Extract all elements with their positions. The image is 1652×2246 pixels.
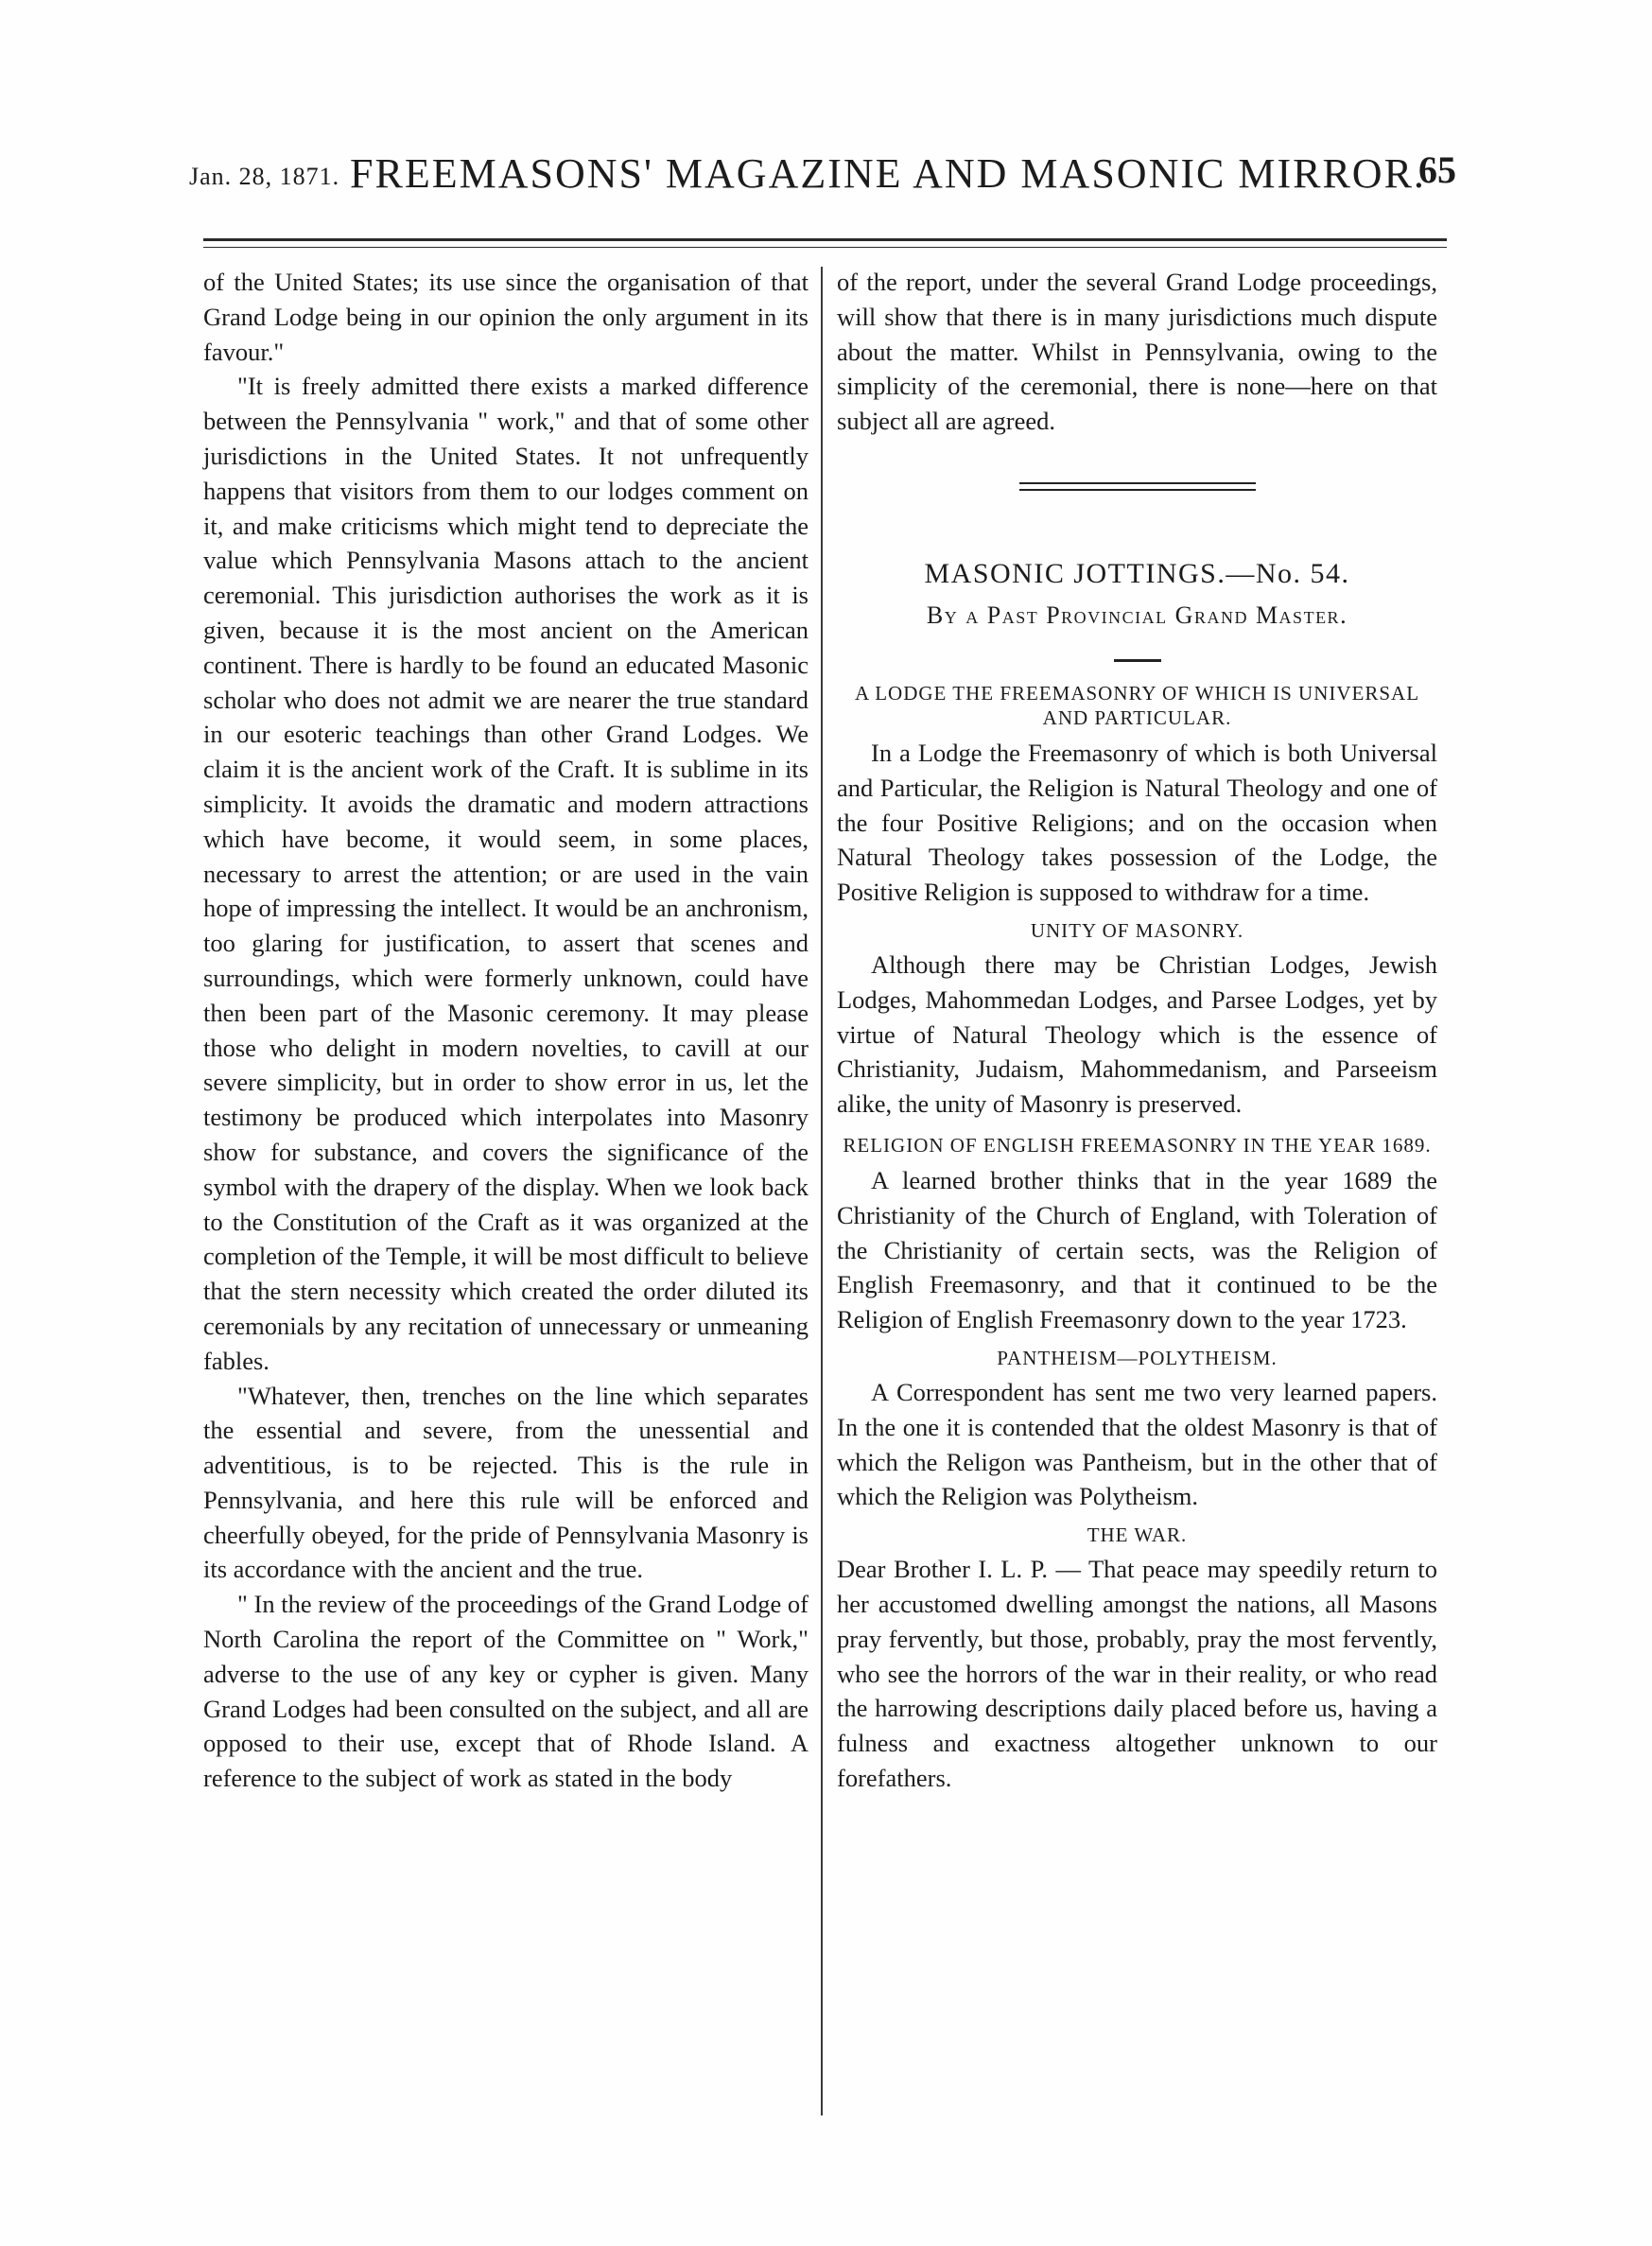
- author-byline: By a Past Provincial Grand Master.: [926, 601, 1348, 629]
- left-paragraph: "It is freely admitted there exists a marked difference between the Pennsylvania " work," and that of some other jurisdictions in the United States. It not unfrequently happens that visitors from them to our lodges comment on it, and make criticisms which might tend to depreciate the value which Pennsylvania Masons attach to the ancient ceremonial. This jurisdiction authorises the work as it is given, because it is the most ancient on the American continent. There is hardly to be found an educated Masonic scholar who does not admit we are nearer the true standard in our esoteric teachings than other Grand Lodges. We claim it is the ancient work of the Craft. It is sublime in its simplicity. It avoids the dramatic and modern attractions which have become, it would seem, in some places, necessary to arrest the attention; or are used in the vain hope of impressing the intellect. It would be an anchronism, too glaring for justification, to assert that scenes and surroundings, which were formerly unknown, could have then been part of the Masonic ceremony. It may please those who delight in modern novelties, to cavill at our severe simplicity, but in order to show error in us, let the testimony be produced which interpolates into Masonry show for substance, and covers the significance of the symbol with the drapery of the display. When we look back to the Constitution of the Craft as it was organized at the completion of the Temple, it will be most difficult to believe that the stern necessity which created the order diluted its ceremonials by any recitation of unnecessary or unmeaning fables.: [203, 372, 809, 1375]
- column-divider: [821, 267, 823, 2115]
- subheading: RELIGION OF ENGLISH FREEMASONRY IN THE YEAR 1689.: [843, 1133, 1432, 1157]
- publication-title: FREEMASONS' MAGAZINE AND MASONIC MIRROR.: [350, 150, 1426, 197]
- right-column: [837, 265, 1437, 1796]
- section-title: MASONIC JOTTINGS.—No. 54.: [924, 557, 1350, 589]
- section-paragraph: A learned brother thinks that in the year 1689 the Christianity of the Church of England, with Toleration of the Christianity of certain sects, was the Religion of English Freemasonry, and that it continued to be the Religion of English Freemasonry down to the year 1723.: [837, 1165, 1437, 1334]
- left-column: [203, 265, 809, 1796]
- section-paragraph: A Correspondent has sent me two very learned papers. In the one it is contended that the oldest Masonry is that of which the Religon was Pantheism, but in the other that of which the Religion was Polytheism.: [837, 1377, 1437, 1511]
- left-paragraph: "Whatever, then, trenches on the line which separates the essential and severe, from the unessential and adventitious, is to be rejected. This is the rule in Pennsylvania, and here this rule will be enforced and cheerfully obeyed, for the pride of Pennsylvania Masonry is its accordance with the ancient and the true.: [203, 1381, 809, 1584]
- subheading: UNITY OF MASONRY.: [1030, 918, 1244, 942]
- section-paragraph: In a Lodge the Freemasonry of which is both Universal and Particular, the Religion is Natural Theology and one of the four Positive Religions; and on the occasion when Natural Theology takes possession of the Lodge, the Positive Religion is supposed to withdraw for a time.: [837, 738, 1437, 907]
- short-rule: [1114, 659, 1161, 662]
- left-paragraph: of the United States; its use since the organisation of that Grand Lodge being in our opinion the only argument in its favour.": [203, 268, 809, 366]
- section-paragraph: Dear Brother I. L. P. — That peace may speedily return to her accustomed dwelling amongst the nations, all Masons pray fervently, but those, probably, pray the most fervently, who see the horrors of the war in their reality, or who read the harrowing descriptions daily placed before us, having a fulness and exactness altogether unknown to our forefathers.: [837, 1555, 1437, 1792]
- continuation-paragraph: of the report, under the several Grand Lodge proceedings, will show that there is in many jurisdictions much dispute about the matter. Whilst in Pennsylvania, owing to the simplicity of the ceremonial, there is none—here on that subject all are agreed.: [837, 268, 1437, 436]
- running-header: [189, 144, 1456, 197]
- subheading: THE WAR.: [1087, 1523, 1188, 1547]
- subheading: PANTHEISM—POLYTHEISM.: [997, 1346, 1278, 1369]
- issue-date: Jan. 28, 1871.: [189, 163, 340, 190]
- page-number: 65: [1418, 148, 1456, 191]
- subheading: A LODGE THE FREEMASONRY OF WHICH IS UNIVERSAL AND PARTICULAR.: [854, 681, 1420, 729]
- header-double-rule: [203, 238, 1447, 248]
- left-paragraph: " In the review of the proceedings of the Grand Lodge of North Carolina the report of the Committee on " Work," adverse to the use of any key or cypher is given. Many Grand Lodges had been consulted on the subject, and all are opposed to their use, except that of Rhode Island. A reference to the subject of work as stated in the body: [203, 1590, 809, 1793]
- section-paragraph: Although there may be Christian Lodges, Jewish Lodges, Mahommedan Lodges, and Parsee Lodges, yet by virtue of Natural Theology which is the essence of Christianity, Judaism, Mahommedanism, and Parseeism alike, the unity of Masonry is preserved.: [837, 949, 1437, 1119]
- ornamental-rule: [1019, 482, 1256, 491]
